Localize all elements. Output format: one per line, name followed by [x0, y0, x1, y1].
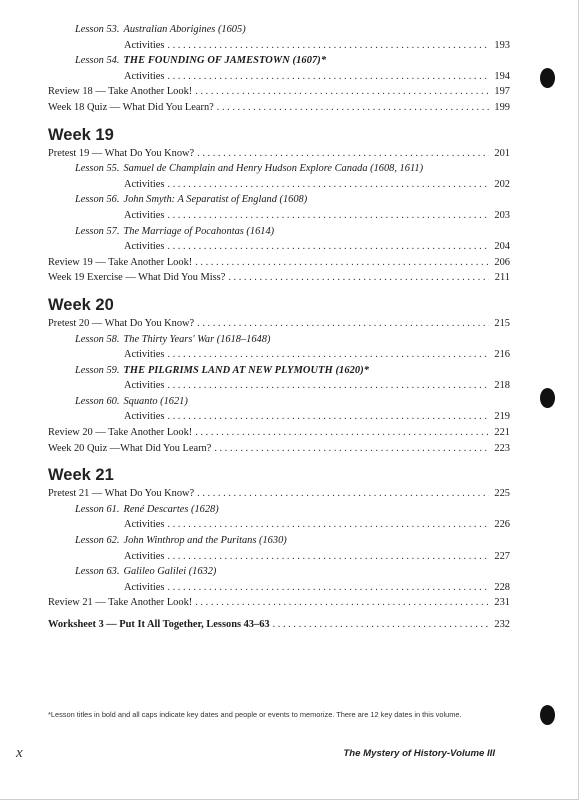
- entry-label: Review 18 — Take Another Look!: [48, 86, 193, 98]
- entry-page-number: 227: [494, 550, 510, 562]
- page-number: x: [16, 745, 23, 761]
- entry-page-number: 218: [494, 380, 510, 392]
- entry-page-number: 197: [494, 86, 510, 98]
- toc-lesson-heading: [48, 332, 510, 348]
- entry-label: Activities: [124, 550, 165, 562]
- lesson-title: Squanto (1621): [123, 395, 188, 407]
- lesson-title: The Thirty Years' War (1618–1648): [123, 333, 271, 345]
- dot-leader: [167, 177, 489, 193]
- entry-page-number: 216: [494, 349, 510, 361]
- dot-leader: [195, 84, 489, 100]
- toc-entry-link[interactable]: [48, 486, 510, 502]
- dot-leader: [195, 595, 489, 611]
- entry-page-number: 215: [494, 317, 510, 329]
- entry-page-number: 194: [494, 70, 510, 82]
- entry-label: Activities: [124, 241, 165, 253]
- entry-label: Activities: [124, 178, 165, 190]
- dot-leader: [167, 378, 489, 394]
- toc-activities-link[interactable]: [48, 549, 510, 565]
- toc-lesson-heading: [48, 224, 510, 240]
- entry-label: Week 20 Quiz —What Did You Learn?: [48, 442, 212, 454]
- toc-activities-link[interactable]: [48, 517, 510, 533]
- lesson-number: Lesson 54.: [75, 55, 120, 67]
- toc-entry-link[interactable]: [48, 441, 510, 457]
- dot-leader: [167, 409, 489, 425]
- lesson-title: THE PILGRIMS LAND AT NEW PLYMOUTH (1620)*: [123, 364, 370, 376]
- dot-leader: [167, 208, 489, 224]
- entry-page-number: 202: [494, 178, 510, 190]
- toc-activities-link[interactable]: [48, 347, 510, 363]
- entry-label: Pretest 21 — What Do You Know?: [48, 488, 195, 500]
- entry-page-number: 204: [494, 241, 510, 253]
- entry-page-number: 219: [494, 411, 510, 423]
- toc-activities-link[interactable]: [48, 378, 510, 394]
- entry-page-number: 226: [494, 519, 510, 531]
- dot-leader: [197, 316, 489, 332]
- toc-entry-link[interactable]: [48, 100, 510, 116]
- entry-page-number: 203: [494, 209, 510, 221]
- lesson-title: Australian Aborigines (1605): [123, 24, 246, 35]
- toc-lesson-heading: [48, 363, 510, 379]
- toc-entry-link[interactable]: [48, 425, 510, 441]
- toc-activities-link[interactable]: [48, 38, 510, 54]
- dot-leader: [167, 517, 489, 533]
- lesson-number: Lesson 55.: [75, 163, 120, 175]
- entry-page-number: 201: [494, 147, 510, 159]
- dot-leader: [167, 69, 489, 85]
- entry-label: Worksheet 3 — Put It All Together, Lessons 43–63: [48, 619, 270, 630]
- lesson-number: Lesson 63.: [75, 566, 120, 578]
- week-heading: Week 20: [48, 295, 114, 314]
- dot-leader: [197, 486, 489, 502]
- toc-activities-link[interactable]: [48, 409, 510, 425]
- entry-label: Activities: [124, 380, 165, 392]
- toc-lesson-heading: [48, 564, 510, 580]
- toc-lesson-heading: [48, 22, 510, 38]
- lesson-number: Lesson 59.: [75, 364, 120, 376]
- lesson-title: John Smyth: A Separatist of England (1608): [123, 194, 308, 206]
- entry-label: Activities: [124, 39, 165, 51]
- week-heading: Week 21: [48, 466, 114, 485]
- dot-leader: [195, 255, 489, 271]
- entry-page-number: 228: [494, 581, 510, 593]
- entry-label: Review 19 — Take Another Look!: [48, 256, 193, 268]
- dot-leader: [167, 580, 489, 596]
- lesson-title: The Marriage of Pocahontas (1614): [123, 225, 275, 237]
- week-heading: Week 19: [48, 125, 114, 144]
- binder-hole: [540, 68, 555, 88]
- toc-entry-link[interactable]: [48, 270, 510, 286]
- entry-page-number: 225: [494, 488, 510, 500]
- entry-label: Review 21 — Take Another Look!: [48, 597, 193, 609]
- lesson-title: THE FOUNDING OF JAMESTOWN (1607)*: [123, 55, 327, 67]
- lesson-number: Lesson 58.: [75, 333, 120, 345]
- toc-entry-link[interactable]: [48, 255, 510, 271]
- dot-leader: [228, 270, 489, 286]
- toc-lesson-heading: [48, 533, 510, 549]
- lesson-number: Lesson 62.: [75, 535, 120, 547]
- toc-activities-link[interactable]: [48, 580, 510, 596]
- toc-entry-link[interactable]: [48, 316, 510, 332]
- lesson-number: Lesson 56.: [75, 194, 120, 206]
- dot-leader: [273, 617, 489, 633]
- toc-lesson-heading: [48, 394, 510, 410]
- entry-page-number: 206: [494, 256, 510, 268]
- toc-entry-link[interactable]: [48, 617, 510, 633]
- lesson-number: Lesson 53.: [75, 24, 120, 35]
- toc-entry-link[interactable]: [48, 84, 510, 100]
- entry-page-number: 223: [494, 442, 510, 454]
- entry-page-number: 231: [494, 597, 510, 609]
- lesson-title: Galileo Galilei (1632): [123, 566, 217, 578]
- entry-label: Review 20 — Take Another Look!: [48, 427, 193, 439]
- dot-leader: [167, 239, 489, 255]
- binder-hole: [540, 705, 555, 725]
- key-dates-footnote: *Lesson titles in bold and all caps indicate key dates and people or events to memorize. There are 12 key dates in this volume.: [48, 710, 462, 719]
- toc-activities-link[interactable]: [48, 69, 510, 85]
- entry-page-number: 211: [494, 272, 510, 284]
- entry-label: Pretest 20 — What Do You Know?: [48, 317, 195, 329]
- lesson-title: René Descartes (1628): [123, 503, 219, 515]
- toc-activities-link[interactable]: [48, 177, 510, 193]
- toc-lesson-heading: [48, 53, 510, 69]
- dot-leader: [167, 347, 489, 363]
- binder-hole: [540, 388, 555, 408]
- entry-page-number: 199: [494, 101, 510, 113]
- running-title: The Mystery of History-Volume III: [343, 748, 495, 759]
- dot-leader: [217, 100, 489, 116]
- lesson-number: Lesson 61.: [75, 503, 120, 515]
- dot-leader: [197, 146, 489, 162]
- toc-lesson-heading: [48, 192, 510, 208]
- toc-activities-link[interactable]: [48, 239, 510, 255]
- dot-leader: [167, 549, 489, 565]
- entry-label: Pretest 19 — What Do You Know?: [48, 147, 195, 159]
- toc-activities-link[interactable]: [48, 208, 510, 224]
- entry-page-number: 193: [494, 39, 510, 51]
- entry-label: Activities: [124, 411, 165, 423]
- lesson-number: Lesson 60.: [75, 395, 120, 407]
- lesson-title: John Winthrop and the Puritans (1630): [123, 535, 287, 547]
- dot-leader: [195, 425, 489, 441]
- lesson-title: Samuel de Champlain and Henry Hudson Explore Canada (1608, 1611): [123, 163, 424, 175]
- entry-page-number: 221: [494, 427, 510, 439]
- dot-leader: [167, 38, 489, 54]
- toc-entry-link[interactable]: [48, 595, 510, 611]
- dot-leader: [214, 441, 489, 457]
- entry-label: Activities: [124, 349, 165, 361]
- entry-label: Activities: [124, 70, 165, 82]
- entry-label: Activities: [124, 519, 165, 531]
- entry-label: Activities: [124, 209, 165, 221]
- lesson-number: Lesson 57.: [75, 225, 120, 237]
- toc-lesson-heading: [48, 161, 510, 177]
- entry-label: Week 18 Quiz — What Did You Learn?: [48, 101, 214, 113]
- entry-page-number: 232: [494, 619, 510, 630]
- entry-label: Week 19 Exercise — What Did You Miss?: [48, 272, 226, 284]
- entry-label: Activities: [124, 581, 165, 593]
- toc-lesson-heading: [48, 502, 510, 518]
- table-of-contents: [48, 22, 510, 633]
- toc-entry-link[interactable]: [48, 146, 510, 162]
